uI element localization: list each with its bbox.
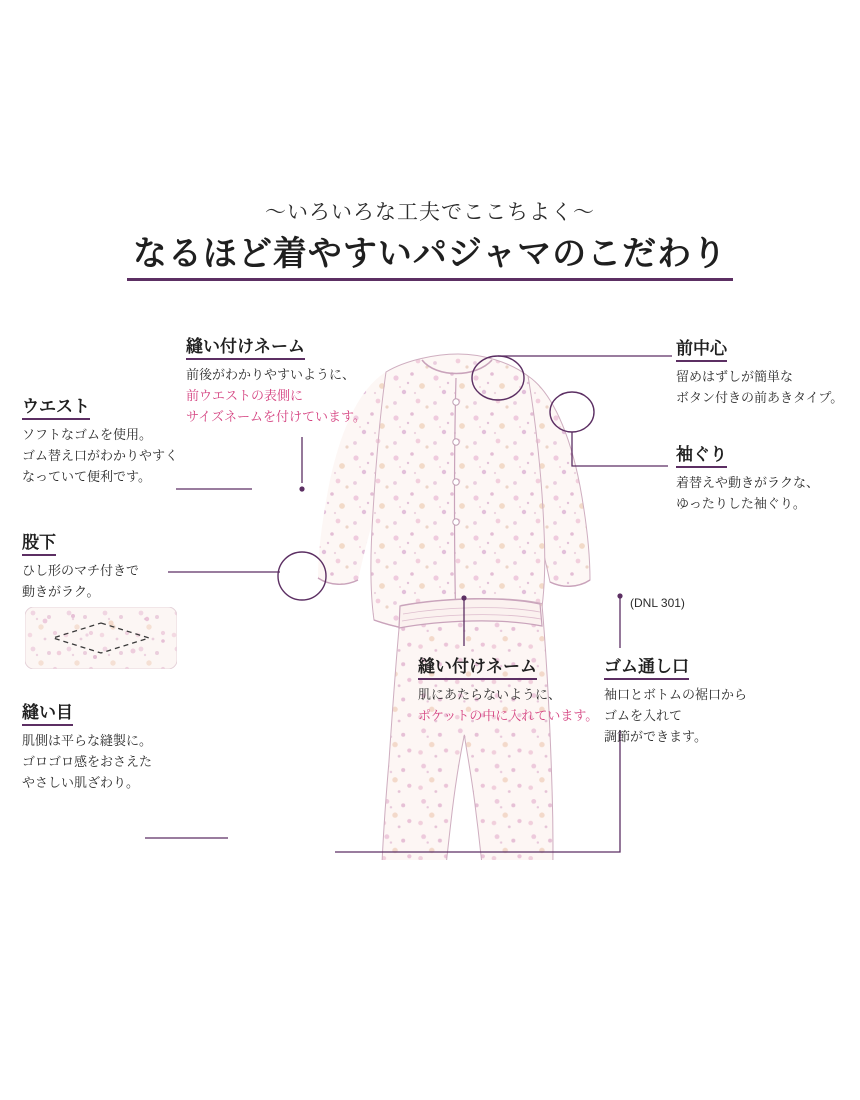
callout-sewn-name-front-title: 縫い付けネーム [186,332,305,360]
page-title-wrap [127,236,733,279]
callout-sewn-name-front-line-3: サイズネームを付けています。 [186,409,366,425]
callout-waist-title: ウエスト [22,392,90,420]
callout-sewn-name-pocket-line-1: 肌にあたらないように、 [418,687,562,702]
callout-waist-line-1: ソフトなゴムを使用。 [22,427,153,442]
callout-seam-line-1: 肌側は平らな縫製に。 [22,733,153,748]
callout-inseam-line-1: ひし形のマチ付きで [22,563,140,578]
callout-seam-line-3: やさしい肌ざわり。 [22,775,140,791]
callout-armhole-title: 袖ぐり [676,440,727,468]
callout-armhole-line-1: 着替えや動きがラクな、 [676,475,820,490]
callout-elastic-opening-body [604,684,747,747]
gusset-swatch [25,607,177,669]
title-underline [127,278,733,281]
callout-elastic-opening [604,652,747,747]
callout-sewn-name-pocket-line-2: ポケットの中に入れています。 [418,708,599,724]
callout-armhole [676,440,819,514]
callout-sewn-name-pocket-body [418,684,598,726]
callout-armhole-line-2: ゆったりした袖ぐり。 [676,496,806,512]
pants-shape [380,598,553,860]
callout-sewn-name-front-body [186,364,366,427]
callout-sewn-name-front-line-1: 前後がわかりやすいように、 [186,367,356,382]
callout-sewn-name-front-line-2: 前ウエストの表側に [186,388,304,404]
callout-inseam [22,528,139,602]
callout-inseam-body [22,560,139,602]
page-header [0,196,860,279]
callout-waist-line-3: なっていて便利です。 [22,469,151,485]
callout-seam-body [22,730,152,793]
callout-elastic-opening-line-1: 袖口とボトムの裾口から [604,687,748,702]
callout-waist-body [22,424,178,487]
callout-elastic-opening-line-3: 調節ができます。 [604,729,707,745]
callout-inseam-title: 股下 [22,528,56,556]
callout-front-center [676,334,843,408]
callout-elastic-opening-line-2: ゴムを入れて [604,708,683,724]
callout-seam-title: 縫い目 [22,698,73,726]
callout-waist [22,392,178,487]
callout-sewn-name-pocket-title: 縫い付けネーム [418,652,537,680]
page-subtitle: 〜いろいろな工夫でここちよく〜 [265,201,595,224]
callout-front-center-line-1: 留めはずしが簡単な [676,369,794,384]
product-code-label: (DNL 301) [630,596,685,610]
page-title: なるほど着やすいパジャマのこだわり [132,235,728,273]
callout-elastic-opening-title: ゴム通し口 [604,652,689,680]
callout-front-center-body [676,366,843,408]
callout-front-center-line-2: ボタン付きの前あきタイプ。 [676,390,844,406]
callout-seam [22,698,152,793]
callout-seam-line-2: ゴロゴロ感をおさえた [22,754,153,770]
callout-sewn-name-pocket [418,652,598,726]
callout-waist-line-2: ゴム替え口がわかりやすく [22,448,179,464]
callout-sewn-name-front [186,332,366,427]
callout-armhole-body [676,472,819,514]
callout-inseam-line-2: 動きがラク。 [22,584,100,600]
callout-front-center-title: 前中心 [676,334,727,362]
